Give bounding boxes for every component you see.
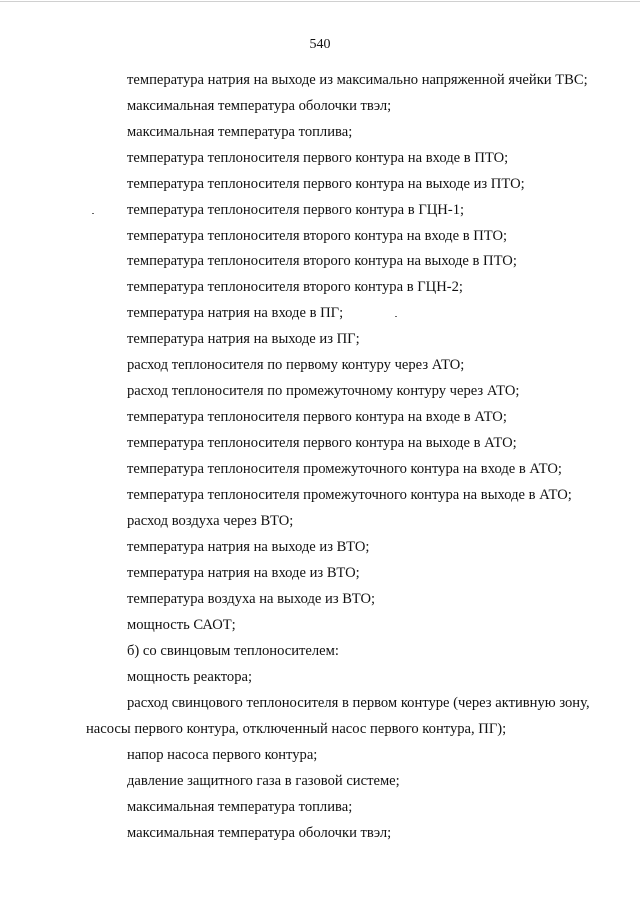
text-line: напор насоса первого контура; — [127, 747, 318, 763]
page-number: 540 — [309, 37, 331, 52]
text-line: максимальная температура топлива; — [127, 799, 353, 815]
text-line: температура теплоносителя первого контура на выходе в АТО; — [127, 435, 517, 451]
text-line: давление защитного газа в газовой системе; — [127, 773, 400, 789]
text-line: температура теплоносителя первого контура на выходе из ПТО; — [127, 176, 525, 192]
text-line: температура теплоносителя второго контура на входе в ПТО; — [127, 228, 508, 244]
text-line: расход теплоносителя по первому контуру через АТО; — [127, 357, 465, 373]
text-line: температура теплоносителя второго контура на выходе в ПТО; — [127, 253, 517, 269]
text-line: насосы первого контура, отключенный насос первого контура, ПГ); — [86, 721, 507, 737]
text-line: температура воздуха на выходе из ВТО; — [127, 591, 376, 607]
text-line: температура натрия на выходе из ВТО; — [127, 539, 370, 555]
text-line: температура теплоносителя первого контура на входе в ПТО; — [127, 150, 509, 166]
text-line: температура теплоносителя второго контура в ГЦН-2; — [127, 279, 463, 295]
text-line: мощность САОТ; — [127, 617, 236, 633]
text-line: максимальная температура оболочки твэл; — [127, 98, 392, 114]
scan-speck — [92, 213, 94, 214]
text-line: температура теплоносителя промежуточного контура на входе в АТО; — [127, 461, 562, 477]
text-line: температура теплоносителя первого контура на входе в АТО; — [127, 409, 507, 425]
text-line: максимальная температура топлива; — [127, 124, 353, 140]
text-line: температура натрия на выходе из максимально напряженной ячейки ТВС; — [127, 72, 588, 88]
text-line: расход воздуха через ВТО; — [127, 513, 294, 529]
text-line: температура натрия на входе из ВТО; — [127, 565, 360, 581]
text-line: температура натрия на выходе из ПГ; — [127, 331, 360, 347]
text-line: мощность реактора; — [127, 669, 253, 685]
text-line: максимальная температура оболочки твэл; — [127, 825, 392, 841]
text-line: расход свинцового теплоносителя в первом контуре (через активную зону, — [127, 695, 590, 711]
text-line: температура теплоносителя первого контура в ГЦН-1; — [127, 202, 465, 218]
text-line: б) со свинцовым теплоносителем: — [127, 643, 339, 659]
scan-speck — [395, 316, 397, 317]
text-line: температура теплоносителя промежуточного контура на выходе в АТО; — [127, 487, 572, 503]
text-line: расход теплоносителя по промежуточному контуру через АТО; — [127, 383, 520, 399]
text-line: температура натрия на входе в ПГ; — [127, 305, 344, 321]
